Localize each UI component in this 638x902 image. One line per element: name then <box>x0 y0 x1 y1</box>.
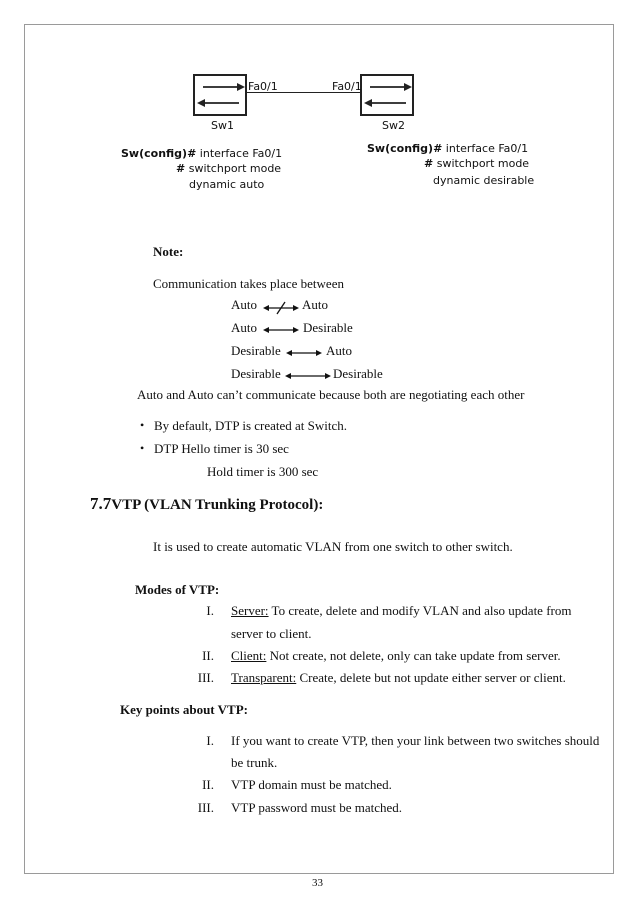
page-number: 33 <box>312 877 323 889</box>
note-title: Note: <box>153 244 184 259</box>
switch-sw1 <box>193 74 247 116</box>
sw2-config-line2: # switchport mode <box>424 157 530 170</box>
bullet-icon: • <box>140 418 145 432</box>
note-explanation: Auto and Auto can’t communicate because both are negotiating each other <box>137 387 525 402</box>
section-heading: 7.7VTP (VLAN Trunking Protocol): <box>90 494 324 513</box>
modes-title: Modes of VTP: <box>135 582 220 597</box>
bullet-icon: • <box>140 441 145 455</box>
section-description: It is used to create automatic VLAN from one switch to other switch. <box>153 539 513 554</box>
sw2-config-line3: dynamic desirable <box>433 174 535 187</box>
sw2-port-label: Fa0/1 <box>332 80 362 93</box>
sw1-config-line1: Sw(config)# interface Fa0/1 <box>121 147 283 160</box>
sw1-port-label: Fa0/1 <box>248 80 278 93</box>
sw2-arrows-icon <box>362 76 412 114</box>
blocked-double-arrow-icon <box>263 301 299 315</box>
sw1-arrows-icon <box>195 76 245 114</box>
switch-sw2 <box>360 74 414 116</box>
double-arrow-icon <box>285 371 331 381</box>
note-intro: Communication takes place between <box>153 276 344 291</box>
hold-timer: Hold timer is 300 sec <box>207 464 319 479</box>
sw2-config-line1: Sw(config)# interface Fa0/1 <box>367 142 529 155</box>
sw1-config-line3: dynamic auto <box>189 178 265 191</box>
sw1-label: Sw1 <box>211 119 234 132</box>
double-arrow-icon <box>263 325 299 335</box>
sw2-label: Sw2 <box>382 119 405 132</box>
keypoints-title: Key points about VTP: <box>120 702 248 717</box>
sw1-config-line2: # switchport mode <box>176 162 282 175</box>
double-arrow-icon <box>286 348 322 358</box>
